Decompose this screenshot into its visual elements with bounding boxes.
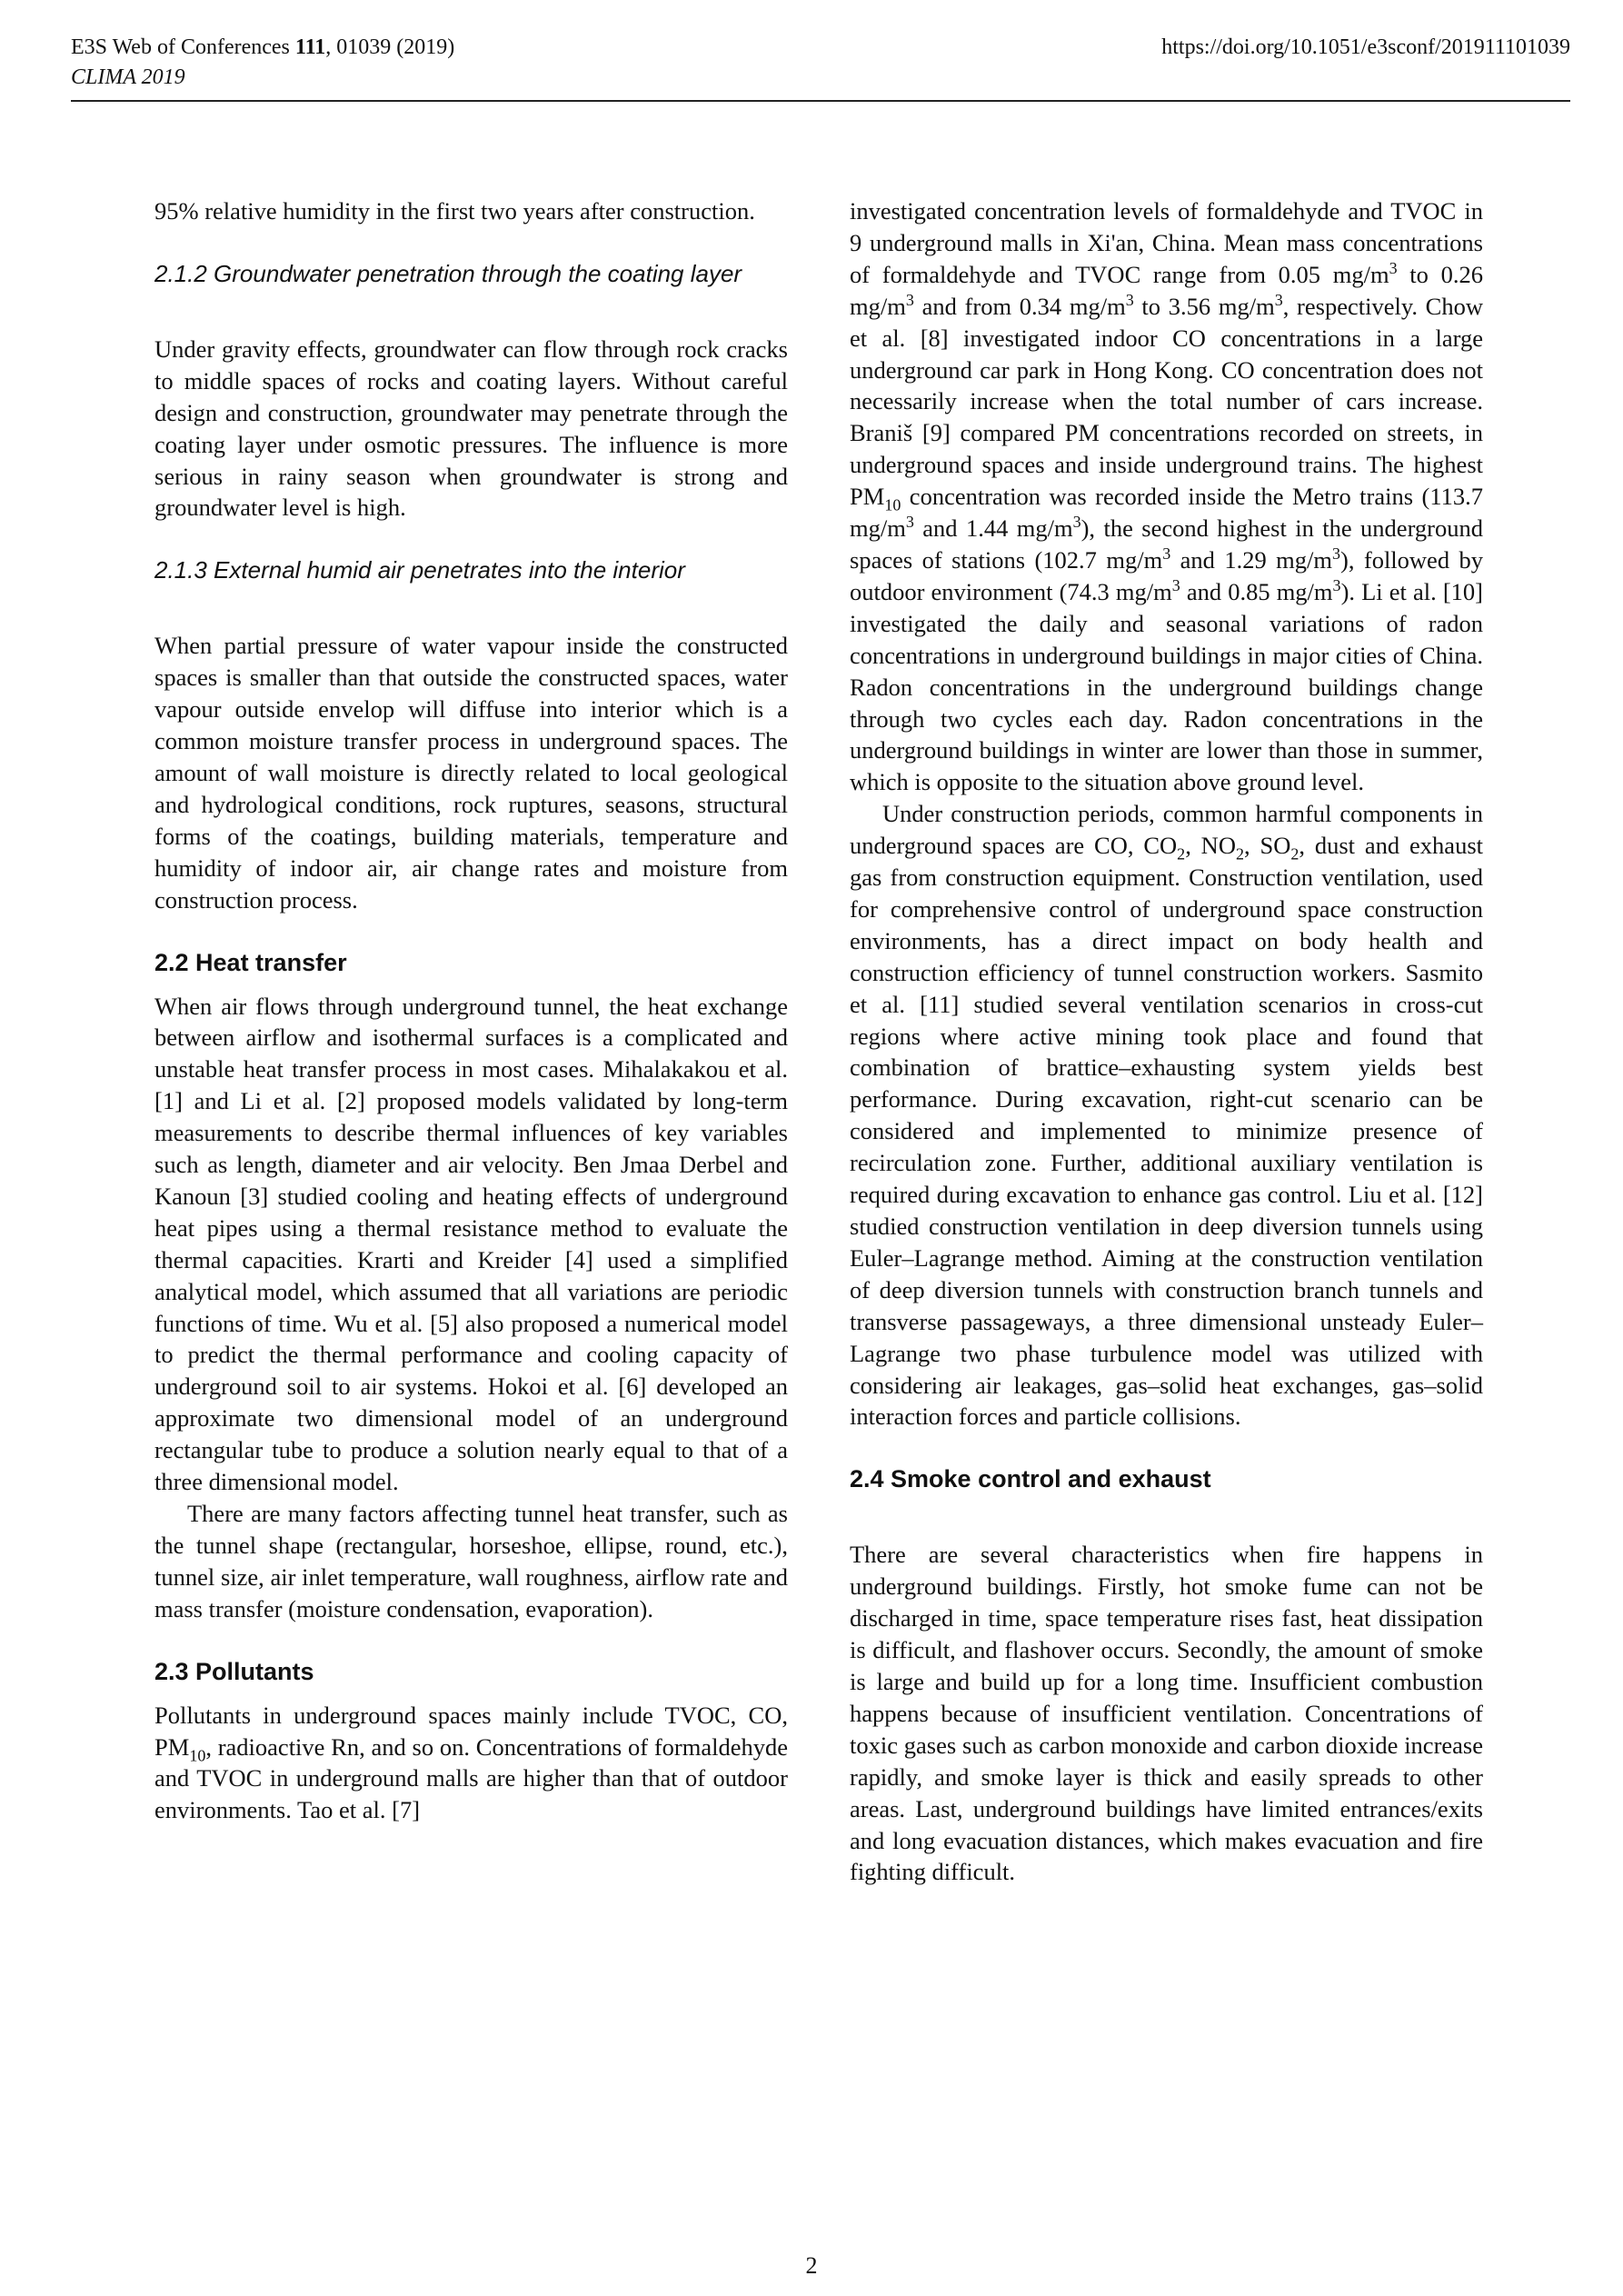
paragraph-2-2-a: When air flows through underground tunnel, the heat exchange between airflow and isothermal surfaces is a complicated and unstable heat transfer process in most cases. Mihalakakou et al. [1] and Li et al. [2] proposed models validated by long-term measurements to describe thermal influences of key variables such as length, diameter and air velocity. Ben Jmaa Derbel and Kanoun [3] studied cooling and heating effects of underground heat pipes using a thermal resistance method to evaluate the thermal capacities. Krarti and Kreider [4] used a simplified analytical model, which assumed that all variations are periodic functions of time. Wu et al. [5] also proposed a numerical model to predict the thermal performance and cooling capacity of underground soil to air systems. Hokoi et al. [6] developed an approximate two dimensional model of an underground rectangular tube to produce a solution nearly equal to that of a three dimensional model. <box>154 992 788 1496</box>
conference-name: CLIMA 2019 <box>71 65 185 89</box>
paragraph-continued: 95% relative humidity in the first two years after construction. <box>154 197 755 225</box>
paragraph-2-1-3: When partial pressure of water vapour inside the constructed spaces is smaller than that outside the constructed spaces, water vapour outside envelop will diffuse into interior which is a common moisture transfer process in underground spaces. The amount of wall moisture is directly related to local geological and hydrological conditions, rock ruptures, seasons, structural forms of the coatings, building materials, temperature and humidity of indoor air, air change rates and moisture from construction process. <box>154 632 788 913</box>
paragraph-2-4: There are several characteristics when fire happens in underground buildings. Firstly, hot smoke fume can not be discharged in time, space temperature rises fast, heat dissipation is difficult, and flashover occurs. Secondly, the amount of smoke is large and build up for a long time. Insufficient combustion happens because of insufficient ventilation. Concentrations of toxic gases such as carbon monoxide and carbon dioxide increase rapidly, and smoke layer is thick and easily spreads to other areas. Last, underground buildings have limited entrances/exits and long evacuation distances, which makes evacuation and fire fighting difficult. <box>850 1541 1483 1886</box>
doi-link[interactable]: https://doi.org/10.1051/e3sconf/201911101039 <box>1161 35 1570 59</box>
paragraph-pollutants-continued: investigated concentration levels of formaldehyde and TVOC in 9 underground malls in Xi'an, China. Mean mass concentrations of formaldehyde and TVOC range from 0.05 $mg/m^3$ to 0.26 $mg/m^3$ and from 0.34 $mg/m^3$ to 3.56 $mg/m^3$, respectively. Chow et al. [8] investigated indoor CO concentrations in a large underground car park in Hong Kong. CO concentration does not necessarily increase when the total number of cars increase. Braniš [9] compared PM concentrations recorded on streets, in underground spaces and inside underground trains. The highest $PM_{10}$ concentration was recorded inside the Metro trains (113.7 $mg/m^3$ and 1.44 $mg/m^3$), the second highest in the underground spaces of stations (102.7 $mg/m^3$ and 1.29 $mg/m^3$), followed by outdoor environment (74.3 $mg/m^3$ and 0.85 $mg/m^3$). Li et al. [10] investigated the daily and seasonal variations of radon concentrations in underground buildings in major cities of China. Radon concentrations in the underground buildings change through two cycles each day. Radon concentrations in the underground buildings in winter are lower than those in summer, which is opposite to the situation above ground level. <box>850 197 1483 796</box>
journal-article: , 01039 (2019) <box>325 35 455 59</box>
paragraph-construction: Under construction periods, common harmful components in underground spaces are CO, $CO_2$, $NO_2$, $SO_2$, dust and exhaust gas from construction equipment. Construction ventilation, used for comprehensive control of underground space construction environments, has a direct impact on body health and construction efficiency of tunnel construction workers. Sasmito et al. [11] studied several ventilation scenarios in cross-cut regions where active mining took place and found that combination of brattice–exhausting system yields best performance. During excavation, right-cut scenario can be considered and implemented to minimize presence of recirculation zone. Further, additional auxiliary ventilation is required during excavation to enhance gas control. Liu et al. [12] studied construction ventilation in deep diversion tunnels using Euler–Lagrange method. Aiming at the construction ventilation of deep diversion tunnels with construction branch tunnels and transverse passageways, a three dimensional unsteady Euler–Lagrange two phase turbulence model was utilized with considering air leakages, gas–solid heat exchanges, gas–solid interaction forces and particle collisions. <box>850 800 1483 1431</box>
left-column <box>154 195 788 1826</box>
heading-2-2: 2.2 Heat transfer <box>154 948 347 976</box>
journal-name: E3S Web of Conferences <box>71 35 295 59</box>
header-rule <box>71 100 1570 102</box>
paragraph-2-2-b: There are many factors affecting tunnel heat transfer, such as the tunnel shape (rectangular, horseshoe, ellipse, round, etc.), tunnel size, air inlet temperature, wall roughness, airflow rate and mass transfer (moisture condensation, evaporation). <box>154 1500 788 1622</box>
paragraph-2-3: Pollutants in underground spaces mainly include TVOC, CO, $PM_{10}$, radioactive Rn, and so on. Concentrations of formaldehyde and TVOC in underground malls are higher than that of outdoor environments. Tao et al. [7] <box>154 1701 788 1824</box>
journal-line <box>71 33 454 63</box>
header-left <box>71 33 454 93</box>
page-number: 2 <box>805 2252 818 2279</box>
heading-2-1-3: 2.1.3 External humid air penetrates into the interior <box>154 556 685 584</box>
heading-2-3: 2.3 Pollutants <box>154 1657 314 1685</box>
paragraph-2-1-2: Under gravity effects, groundwater can flow through rock cracks to middle spaces of rocks and coating layers. Without careful design and construction, groundwater may penetrate through the coating layer under osmotic pressures. The influence is more serious in rainy season when groundwater is strong and groundwater level is high. <box>154 334 788 522</box>
journal-volume: 111 <box>294 35 326 59</box>
heading-2-4: 2.4 Smoke control and exhaust <box>850 1465 1211 1493</box>
right-column <box>850 195 1483 1888</box>
heading-2-1-2: 2.1.2 Groundwater penetration through the coating layer <box>154 259 742 287</box>
